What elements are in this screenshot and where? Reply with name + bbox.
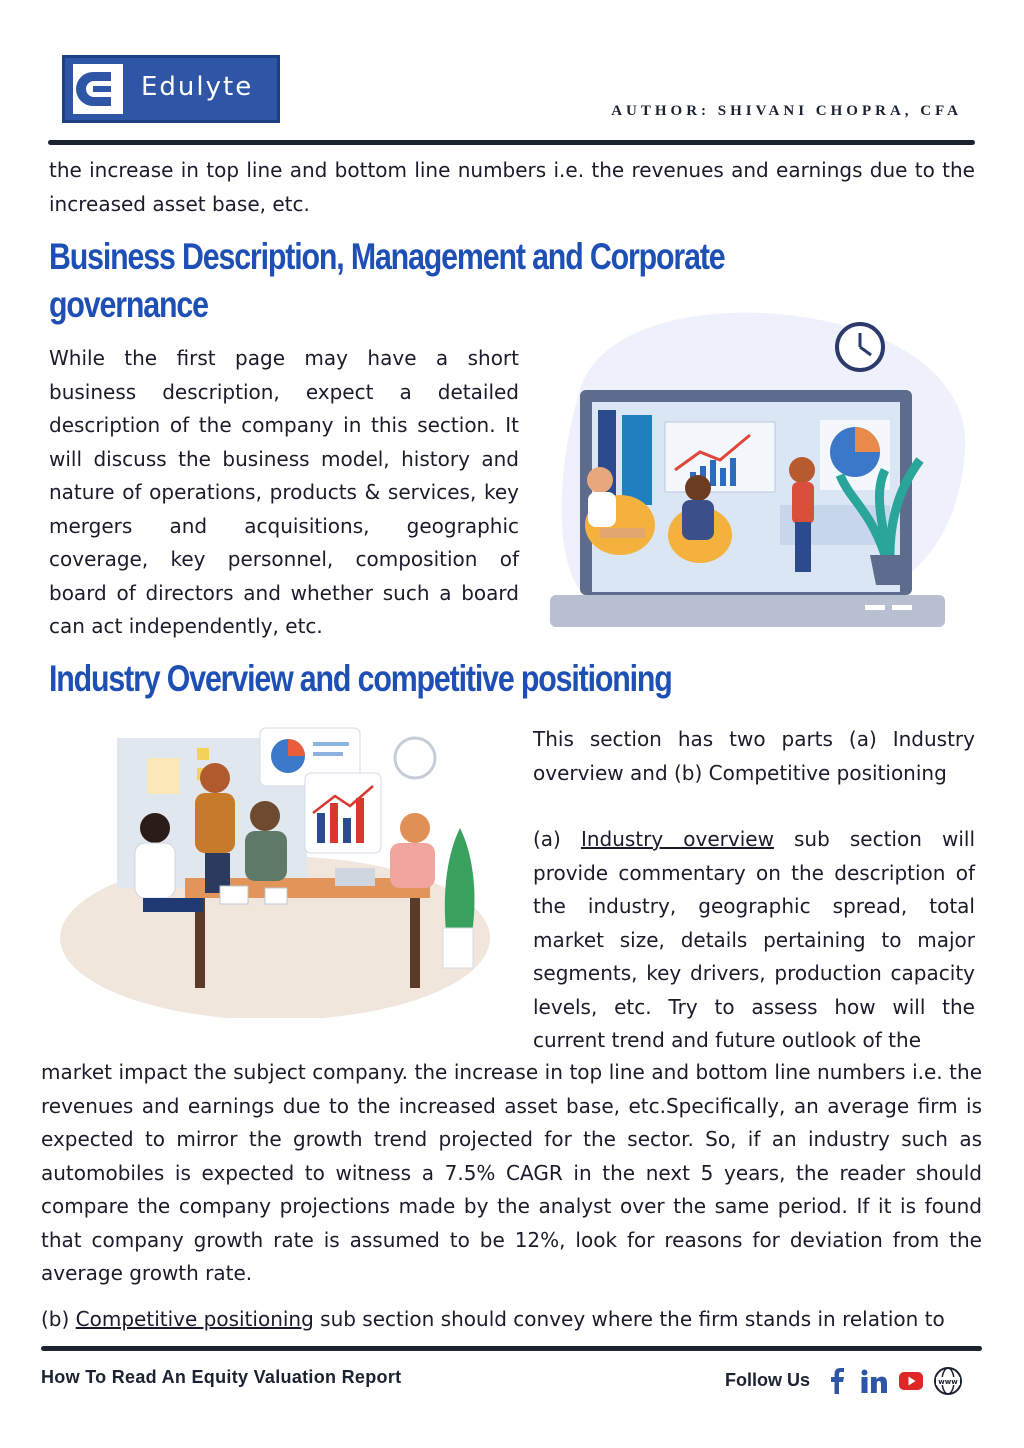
- author-line: AUTHOR: SHIVANI CHOPRA, CFA: [611, 103, 962, 119]
- part-b-prefix: (b): [41, 1306, 76, 1331]
- section1-body: [49, 342, 519, 644]
- part-a-rest: sub section will provide commentary on the description of the industry, geographic spread, total market size, details pertaining to major segments, key drivers, production capacity levels, etc. Try to assess how will the current trend and future outlook of the: [533, 827, 976, 1052]
- section1-heading-line2: governance: [49, 284, 208, 325]
- competitive-positioning-link[interactable]: Competitive positioning: [75, 1306, 314, 1331]
- section1-heading-line1: Business Description, Management and Corporate: [49, 236, 725, 277]
- website-badge-text: www: [938, 1378, 958, 1386]
- facebook-icon[interactable]: [822, 1366, 852, 1396]
- youtube-icon[interactable]: [896, 1366, 926, 1396]
- part-a-prefix: (a): [533, 827, 581, 851]
- section2-full-width: [41, 1056, 982, 1336]
- logo-mark-icon: [73, 64, 123, 114]
- follow-us-label: Follow Us: [725, 1370, 810, 1390]
- intro-paragraph: the increase in top line and bottom line numbers i.e. the revenues and earnings due to the increased asset base, etc.: [49, 158, 975, 216]
- section2-heading-block: [49, 655, 1024, 703]
- section2-right-column: [533, 723, 975, 1058]
- part-a-paragraph: [533, 823, 975, 1058]
- header-divider: [48, 140, 975, 145]
- footer-divider: [41, 1346, 982, 1351]
- section2-heading: Industry Overview and competitive positioning: [49, 658, 672, 699]
- team-meeting-illustration: [55, 718, 495, 1018]
- edulyte-logo[interactable]: [62, 55, 280, 123]
- section1-paragraph: While the first page may have a short business description, expect a detailed description of the company in this section. It will discuss the business model, history and nature of operations, products & services, key mergers and acquisitions, geographic coverage, key personnel, composition of board of directors and whether such a board can act independently, etc.: [49, 346, 519, 638]
- part-b-paragraph: [41, 1303, 982, 1337]
- footer-title: How To Read An Equity Valuation Report: [41, 1367, 402, 1387]
- section2-intro: This section has two parts (a) Industry overview and (b) Competitive positioning: [533, 727, 975, 785]
- linkedin-icon[interactable]: [859, 1366, 889, 1396]
- intro-block: [49, 154, 975, 221]
- industry-overview-link[interactable]: Industry overview: [580, 827, 774, 851]
- logo-text: Edulyte: [141, 72, 254, 102]
- full-width-paragraph: market impact the subject company. the increase in top line and bottom line numbers i.e. the revenues and earnings due to the increased asset base, etc.Specifically, an average firm is expected to mirror the growth trend projected for the sector. So, if an industry such as automobiles is expected to witness a 7.5% CAGR in the next 5 years, the reader should compare the company projections made by the analyst over the same period. If it is found that company growth rate is assumed to be 12%, look for reasons for deviation from the average growth rate.: [41, 1060, 982, 1285]
- business-meeting-illustration: [540, 300, 980, 640]
- website-icon[interactable]: [933, 1366, 963, 1396]
- part-b-rest: sub section should convey where the firm stands in relation to: [313, 1306, 945, 1331]
